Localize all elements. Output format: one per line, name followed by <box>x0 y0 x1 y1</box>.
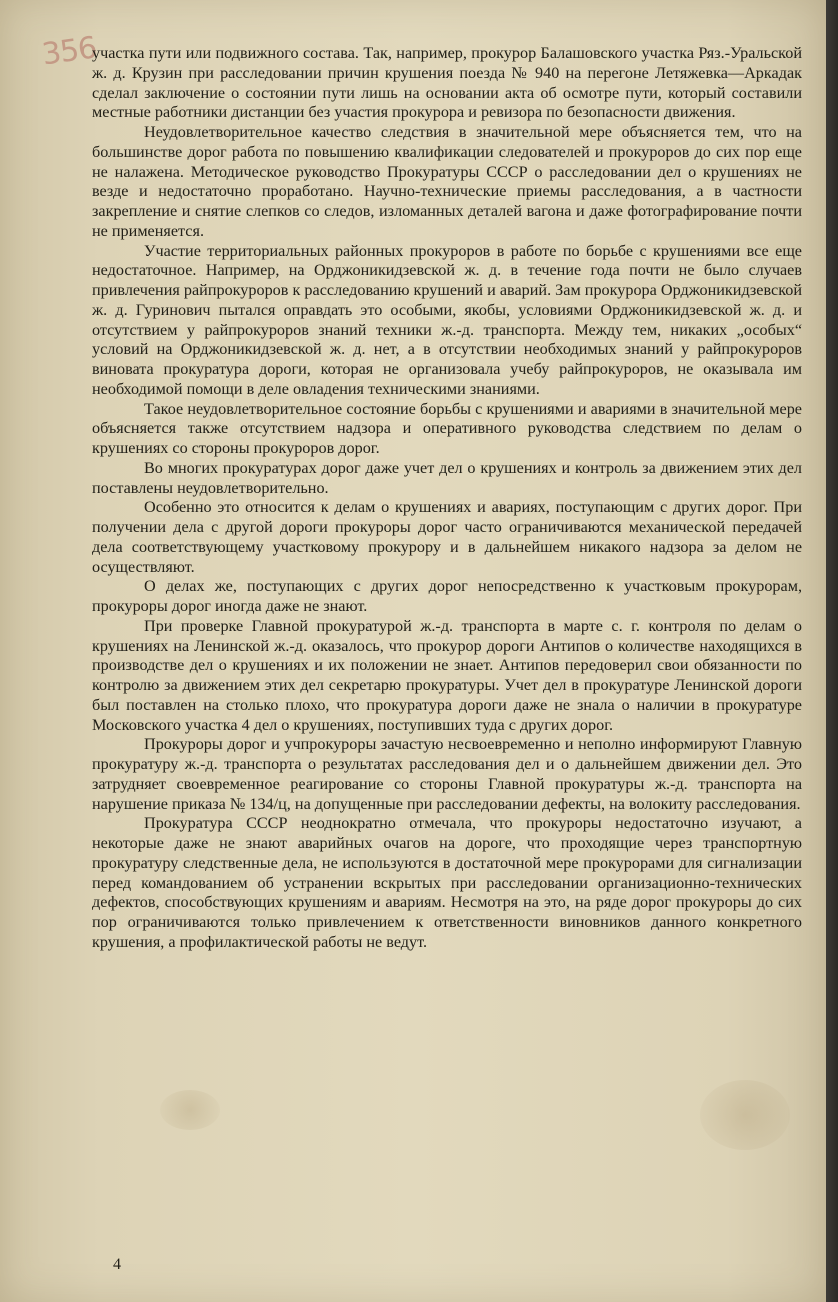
paragraph-10: Прокуратура СССР неоднократно отмечала, что прокуроры недостаточно изучают, а некоторые даже не знают аварийных очагов на дороге, что проходящие через транспортную прокуратуру следственные дела, не используются в достаточной мере прокурорами для сигнализации перед командованием об устранении вскрытых при расследовании организационно-технических дефектов, способствующих крушениям и авариям. Несмотря на это, на ряде дорог прокуроры до сих пор ограничиваются только привлечением к ответственности виновников данного конкретного крушения, а профилактической работы не ведут. <box>92 814 802 951</box>
page-number: 4 <box>113 1256 121 1273</box>
handwritten-margin-number: 356 <box>39 30 99 73</box>
paragraph-6: Особенно это относится к делам о крушениях и авариях, поступающим с других дорог. При получении дела с другой дороги прокуроры дорог часто ограничиваются механической передачей дела соответствующему участковому прокурору и в дальнейшем никакого надзора за делом не осуществляют. <box>92 498 802 576</box>
paragraph-5: Во многих прокуратурах дорог даже учет дел о крушениях и контроль за движением этих дел поставлены неудовлетворительно. <box>92 458 802 497</box>
paragraph-2: Неудовлетворительное качество следствия в значительной мере объясняется тем, что на большинстве дорог работа по повышению квалификации следователей и прокуроров до сих пор еще не налажена. Методическое руководство Прокуратуры СССР о расследовании дел о крушениях не везде и недостаточно проработано. Научно-технические приемы расследования, а в частности закрепление и снятие слепков со следов, изломанных деталей вагона и даже фотографирование почти не применяется. <box>92 123 802 240</box>
paper-stain <box>700 1080 790 1150</box>
paper-stain <box>160 1090 220 1130</box>
paragraph-4: Такое неудовлетворительное состояние борьбы с крушениями и авариями в значительной мере объясняется также отсутствием надзора и оперативного руководства следствием по делам о крушениях со стороны прокуроров дорог. <box>92 399 802 457</box>
body-text <box>92 44 802 953</box>
paragraph-1: участка пути или подвижного состава. Так, например, прокурор Балашовского участка Ряз.-Уральской ж. д. Крузин при расследовании причин крушения поезда № 940 на перегоне Летяжевка—Аркадак сделал заключение о состоянии пути лишь на основании акта об осмотре пути, который составили местные работники дистанции без участия прокурора и ревизора по безопасности движения. <box>92 44 802 122</box>
paragraph-8: При проверке Главной прокуратурой ж.-д. транспорта в марте с. г. контроля по делам о крушениях на Ленинской ж.-д. оказалось, что прокурор дороги Антипов о количестве находящихся в производстве дел о крушениях и их положении не знает. Антипов передоверил свои обязанности по контролю за движением этих дел секретарю прокуратуры. Учет дел в прокуратуре Ленинской дороги был поставлен на столько плохо, что прокуратура дороги даже не знала о наличии в прокуратуре Московского участка 4 дел о крушениях, поступивших туда с других дорог. <box>92 616 802 734</box>
paragraph-7: О делах же, поступающих с других дорог непосредственно к участковым прокурорам, прокуроры дорог иногда даже не знают. <box>92 577 802 615</box>
background-edge <box>826 0 838 1302</box>
paragraph-9: Прокуроры дорог и учпрокуроры зачастую несвоевременно и неполно информируют Главную прокуратуру ж.-д. транспорта о результатах расследования дел и о дальнейшем движении дел. Это затрудняет своевременное реагирование со стороны Главной прокуратуры ж.-д. транспорта на нарушение приказа № 134/ц, на допущенные при расследовании дефекты, на волокиту расследования. <box>92 735 802 813</box>
paragraph-3: Участие территориальных районных прокуроров в работе по борьбе с крушениями все еще недостаточное. Например, на Орджоникидзевской ж. д. в течение года почти не было случаев привлечения райпрокуроров к расследованию крушений и аварий. Зам прокурора Орджоникидзевской ж. д. Гуринович пытался оправдать это особыми, якобы, условиями Орджоникидзевской ж. д. и отсутствием у райпрокуроров знаний техники ж.-д. транспорта. Между тем, никаких „особых“ условий на Орджоникидзевской ж. д. нет, а в отсутствии необходимых знаний у райпрокуроров виновата прокуратура дороги, которая не организовала учебу райпрокуроров, не оказывала им необходимой помощи в деле овладения техническими знаниями. <box>92 241 802 398</box>
